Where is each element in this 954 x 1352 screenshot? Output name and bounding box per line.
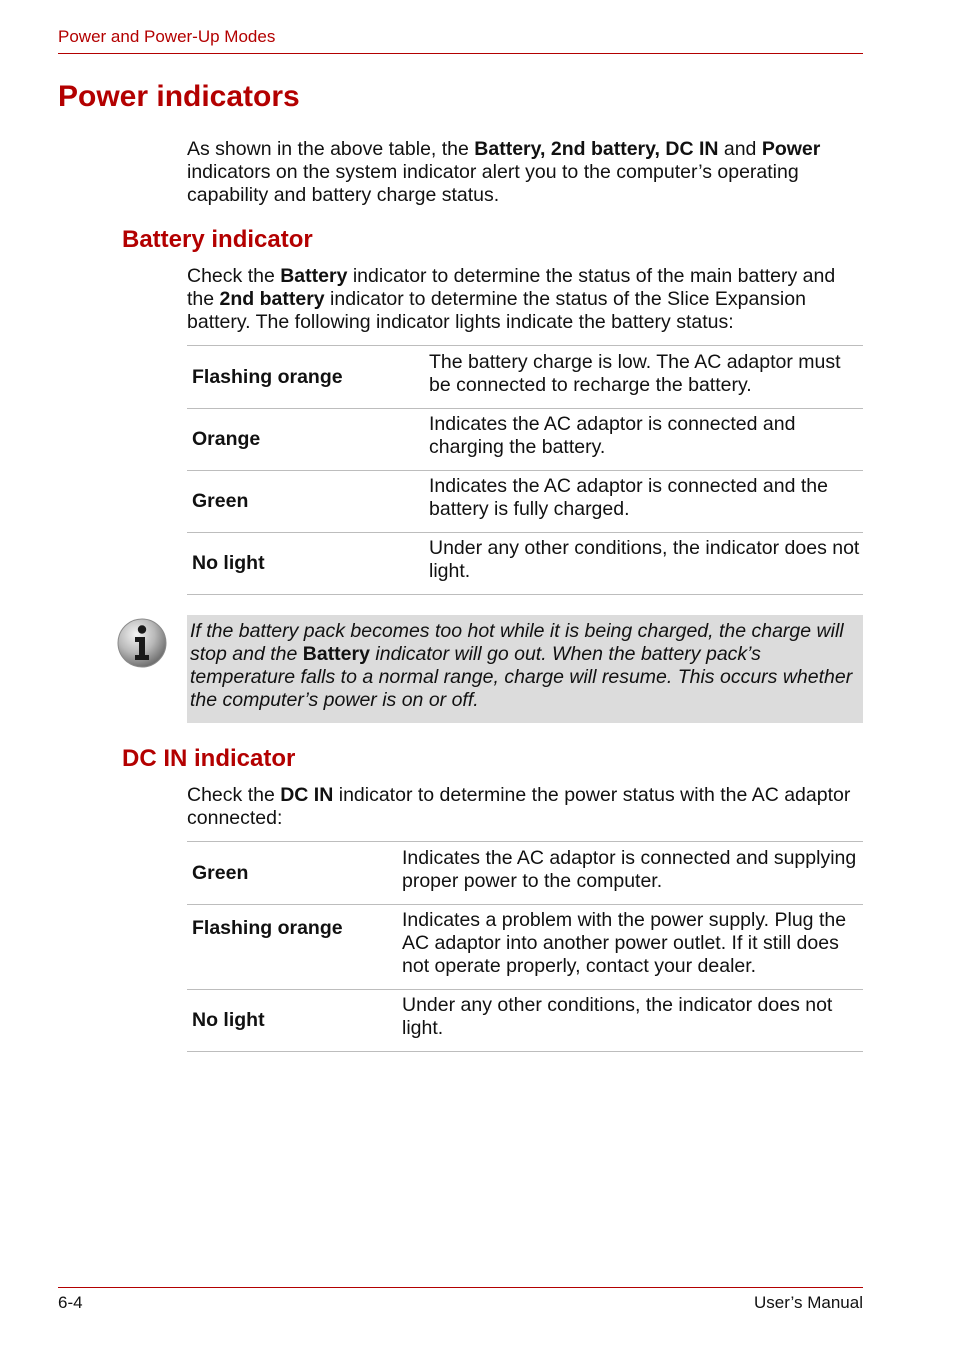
battery-status-table bbox=[187, 345, 863, 595]
state-cell: Flashing orange bbox=[192, 365, 343, 388]
dc-in-indicator-heading: DC IN indicator bbox=[122, 745, 296, 772]
header-rule bbox=[58, 53, 863, 54]
battery-indicator-heading: Battery indicator bbox=[122, 226, 313, 253]
description-cell: Indicates the AC adaptor is connected and the battery is fully charged. bbox=[429, 475, 828, 520]
state-cell: Green bbox=[192, 490, 249, 512]
dc-in-status-table bbox=[187, 841, 863, 1052]
dc-in-intro-bold: DC IN bbox=[280, 784, 334, 806]
state-cell: Orange bbox=[192, 428, 261, 450]
description-cell: Indicates the AC adaptor is connected and supplying proper power to the computer. bbox=[402, 846, 857, 892]
dc-in-intro-paragraph bbox=[187, 784, 863, 830]
description-cell: Indicates the AC adaptor is connected and charging the battery. bbox=[429, 413, 796, 458]
table-row bbox=[187, 533, 863, 595]
manual-title: User’s Manual bbox=[754, 1293, 863, 1312]
table-row bbox=[187, 471, 863, 533]
note-text-1: If the battery pack becomes too hot while it is being charged, the charge will stop and the bbox=[190, 620, 844, 665]
intro-bold-2: Power bbox=[761, 138, 821, 160]
intro-paragraph bbox=[187, 138, 863, 207]
table-row bbox=[187, 346, 863, 409]
intro-bold-1: Battery, 2nd battery, DC IN bbox=[474, 138, 719, 160]
description-cell: The battery charge is low. The AC adaptor must be connected to recharge the battery. bbox=[429, 350, 841, 396]
description-cell: Under any other conditions, the indicator does not light. bbox=[402, 994, 833, 1039]
state-cell: Green bbox=[192, 861, 249, 884]
description-cell: Indicates a problem with the power supply. Plug the AC adaptor into another power outlet. If it still does not operate properly, contact your dealer. bbox=[402, 909, 847, 977]
dc-in-intro-text-2: indicator to determine the power status with the AC adaptor connected: bbox=[187, 784, 851, 829]
note-bold: Battery bbox=[302, 643, 370, 665]
intro-text-1: As shown in the above table, the bbox=[187, 138, 475, 160]
intro-text-2: and bbox=[718, 138, 762, 160]
page-number: 6-4 bbox=[58, 1293, 83, 1312]
table-row bbox=[187, 409, 863, 471]
table-row bbox=[187, 842, 863, 905]
footer-rule bbox=[58, 1287, 863, 1288]
battery-intro-paragraph bbox=[187, 265, 863, 334]
table-row bbox=[187, 905, 863, 990]
description-cell: Under any other conditions, the indicator does not light. bbox=[429, 537, 860, 582]
note-box bbox=[187, 615, 863, 723]
state-cell: Flashing orange bbox=[192, 917, 343, 939]
info-icon bbox=[116, 617, 168, 669]
table-row bbox=[187, 990, 863, 1052]
battery-intro-text-3: indicator to determine the status of the Slice Expansion battery. The following indicator lights indicate the battery status: bbox=[187, 288, 806, 333]
intro-text-3: indicators on the system indicator alert you to the computer’s operating capability and battery charge status. bbox=[187, 161, 799, 206]
note-text-2: indicator will go out. When the battery pack’s temperature falls to a normal range, charge will resume. This occurs whether the computer’s power is on or off. bbox=[190, 643, 853, 711]
state-cell: No light bbox=[192, 552, 265, 574]
battery-intro-text-1: Check the bbox=[187, 265, 281, 287]
running-header: Power and Power-Up Modes bbox=[58, 27, 276, 46]
battery-intro-bold-1: Battery bbox=[280, 265, 348, 287]
battery-intro-bold-2: 2nd battery bbox=[219, 288, 325, 310]
dc-in-intro-text-1: Check the bbox=[187, 784, 281, 806]
page-title: Power indicators bbox=[58, 80, 300, 113]
battery-intro-text-2: indicator to determine the status of the main battery and the bbox=[187, 265, 836, 310]
state-cell: No light bbox=[192, 1009, 265, 1031]
note-text bbox=[190, 620, 855, 712]
